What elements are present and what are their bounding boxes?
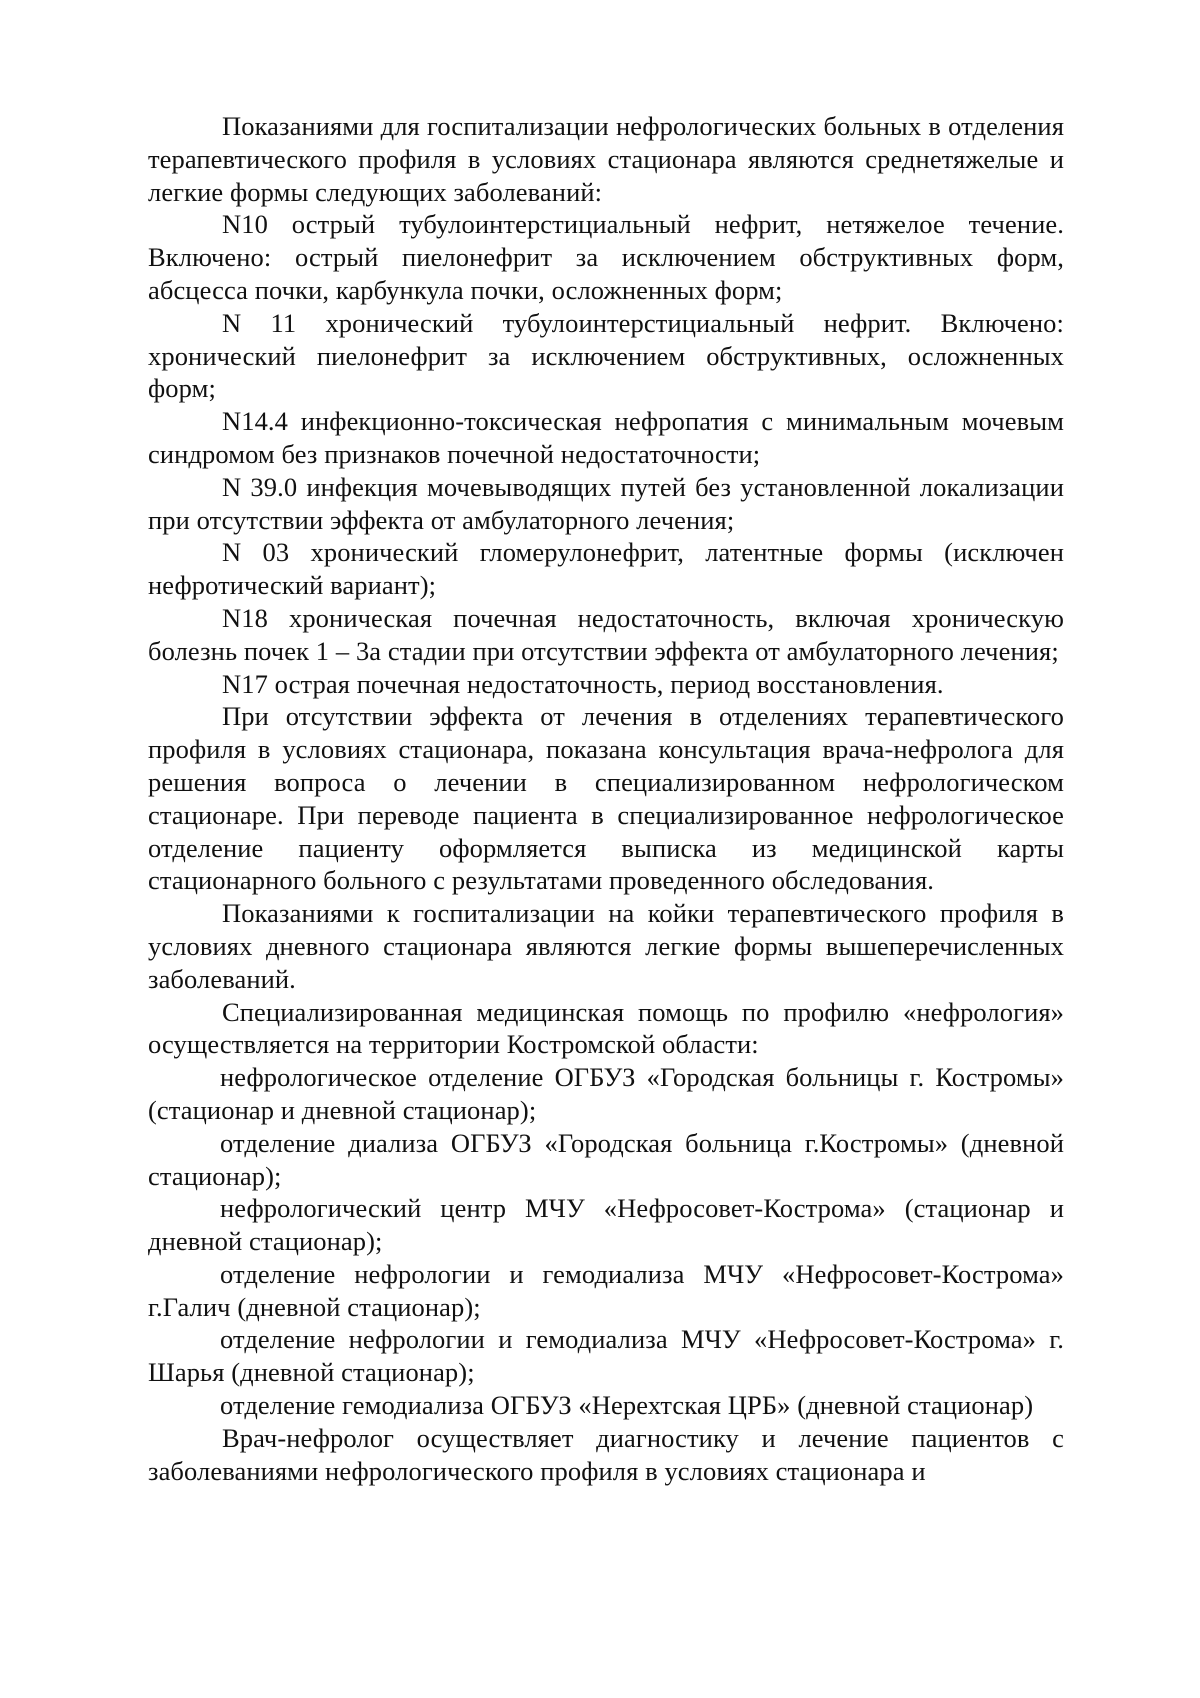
paragraph-org-nefrosovet-galich: отделение нефрологии и гемодиализа МЧУ «Нефросовет-Кострома» г.Галич (дневной стационар); <box>148 1258 1064 1322</box>
paragraph-n10: N10 острый тубулоинтерстициальный нефрит, нетяжелое течение. Включено: острый пиелонефрит за исключением обструктивных форм, абсцесса почки, карбункула почки, осложненных форм; <box>148 209 1064 305</box>
paragraph-n17: N17 острая почечная недостаточность, период восстановления. <box>222 668 944 699</box>
paragraph-intro: Показаниями для госпитализации нефрологических больных в отделения терапевтического профиля в условиях стационара являются среднетяжелые и легкие формы следующих заболеваний: <box>148 111 1064 207</box>
paragraph-day-hospital: Показаниями к госпитализации на койки терапевтического профиля в условиях дневного стационара являются легкие формы вышеперечисленных заболеваний. <box>148 898 1064 994</box>
paragraph-org-city-hospital-dialysis: отделение диализа ОГБУЗ «Городская больница г.Костромы» (дневной стационар); <box>148 1127 1064 1191</box>
paragraph-no-effect: При отсутствии эффекта от лечения в отделениях терапевтического профиля в условиях стационара, показана консультация врача-нефролога для решения вопроса о лечении в специализированном нефрологическом стационаре. При переводе пациента в специализированное нефрологическое отделение пациенту оформляется выписка из медицинской карты стационарного больного с результатами проведенного обследования. <box>148 701 1064 896</box>
paragraph-org-nerekhta: отделение гемодиализа ОГБУЗ «Нерехтская ЦРБ» (дневной стационар) <box>220 1390 1034 1421</box>
document-body <box>148 110 1064 1487</box>
paragraph-n18: N18 хроническая почечная недостаточность, включая хроническую болезнь почек 1 – 3а стадии при отсутствии эффекта от амбулаторного лечения; <box>148 602 1064 666</box>
paragraph-specialized-care: Специализированная медицинская помощь по профилю «нефрология» осуществляется на территории Костромской области: <box>148 996 1064 1060</box>
paragraph-org-nefrosovet-center: нефрологический центр МЧУ «Нефросовет-Кострома» (стационар и дневной стационар); <box>148 1193 1064 1257</box>
paragraph-org-city-hospital-nephrology: нефрологическое отделение ОГБУЗ «Городская больницы г. Костромы» (стационар и дневной стационар); <box>148 1062 1064 1125</box>
paragraph-n11: N 11 хронический тубулоинтерстициальный нефрит. Включено: хронический пиелонефрит за исключением обструктивных, осложненных форм; <box>148 307 1064 404</box>
paragraph-n39-0: N 39.0 инфекция мочевыводящих путей без установленной локализации при отсутствии эффекта от амбулаторного лечения; <box>148 471 1064 535</box>
paragraph-n14-4: N14.4 инфекционно-токсическая нефропатия с минимальным мочевым синдромом без признаков почечной недостаточности; <box>148 406 1064 469</box>
paragraph-org-nefrosovet-sharya: отделение нефрологии и гемодиализа МЧУ «Нефросовет-Кострома» г. Шарья (дневной стационар); <box>148 1324 1064 1388</box>
paragraph-nephrologist: Врач-нефролог осуществляет диагностику и лечение пациентов с заболеваниями нефрологического профиля в условиях стационара и <box>148 1422 1064 1486</box>
paragraph-n03: N 03 хронический гломерулонефрит, латентные формы (исключен нефротический вариант); <box>148 537 1064 601</box>
